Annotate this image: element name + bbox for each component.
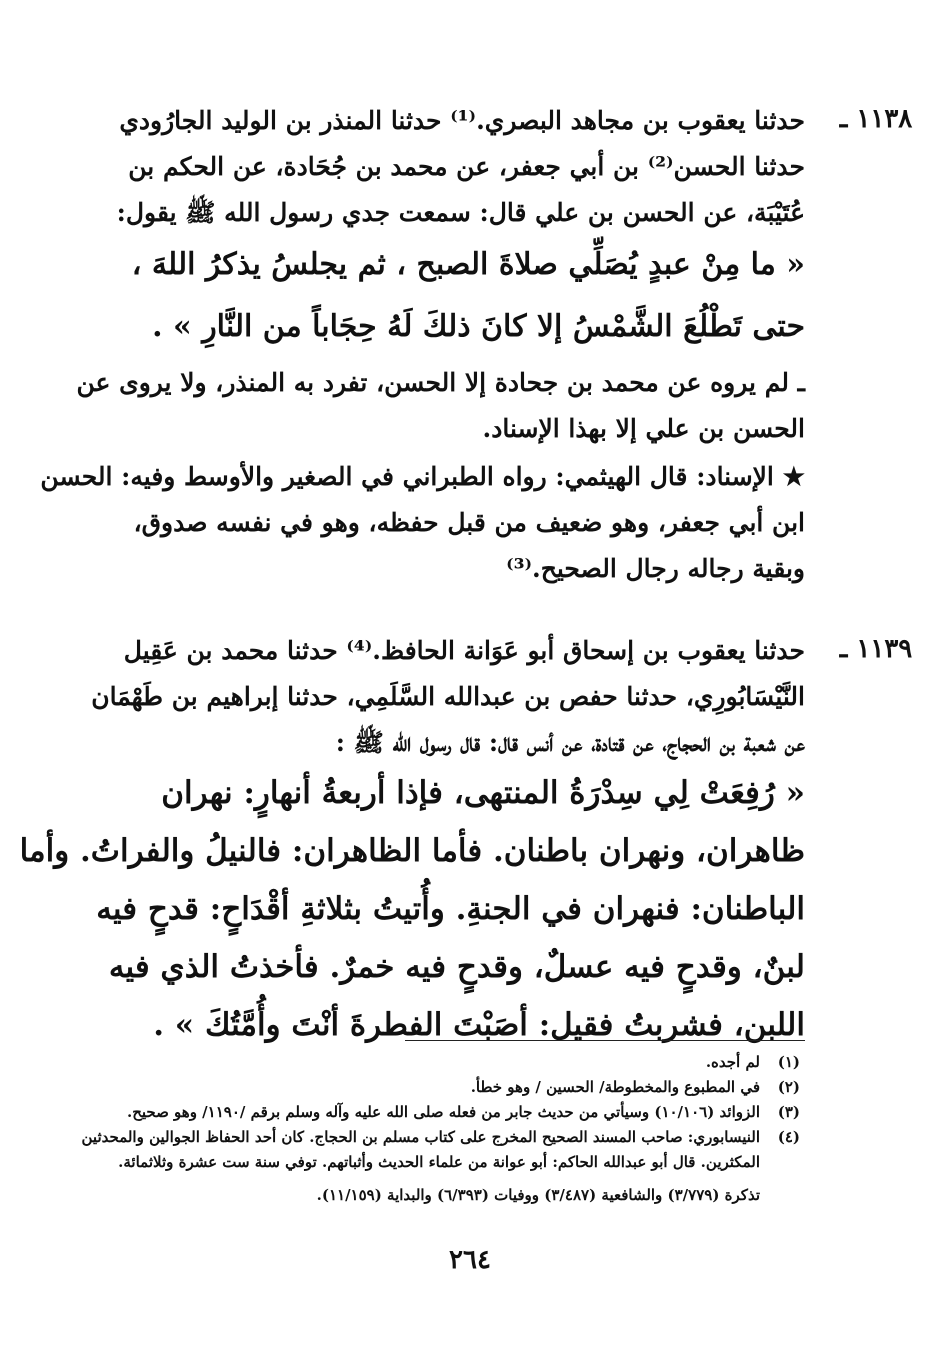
hadith-1139-matn <box>19 764 805 1054</box>
isnad-line: عُتَيْبَة، عن الحسن بن علي قال: سمعت جدي رسول الله ﷺ يقول: <box>116 198 805 227</box>
footnote <box>81 1125 800 1150</box>
hadith-1138-matn <box>52 234 805 358</box>
comment-line: ـ لم يروه عن محمد بن جحادة إلا الحسن، تفرد به المنذر، ولا يروى عن <box>76 368 805 397</box>
footnote-text: الزوائد (١٠/١٠٦) وسيأتي من حديث جابر من فعله صلى الله عليه وآله وسلم برقم /١١٩٠/ وهو صحيح. <box>126 1103 760 1121</box>
footnote-separator <box>405 1040 805 1041</box>
page-number: ٢٦٤ <box>449 1245 491 1275</box>
matn-line: « رُفِعَتْ لِي سِدْرَةُ المنتهى، فإذا أربعةُ أنهارٍ: نهران <box>161 775 805 811</box>
footnote-text: النيسابوري: صاحب المسند الصحيح المخرج على كتاب مسلم بن الحجاج. كان أحد الحفاظ الجوالين والمحدثين <box>81 1128 760 1146</box>
isnad-line: حدثنا يعقوب بن مجاهد البصري.⁽¹⁾ حدثنا المنذر بن الوليد الجارُودي <box>119 106 805 135</box>
grading-line: ابن أبي جعفر، وهو ضعيف من قبل حفظه، وهو في نفسه صدوق، <box>133 508 805 537</box>
footnote <box>126 1100 800 1125</box>
hadith-1138-comment <box>52 360 805 452</box>
footnote-number: (٤) <box>777 1128 800 1146</box>
footnote-text: لم أجده. <box>705 1053 760 1071</box>
matn-line: ظاهران، ونهران باطنان. فأما الظاهران: فالنيلُ والفراتُ. وأما <box>19 833 805 869</box>
footnote <box>145 1075 800 1100</box>
hadith-number-1139: ١١٣٩ ـ <box>839 634 913 664</box>
isnad-line: حدثنا يعقوب بن إسحاق أبو عَوَانة الحافظ.⁽⁴⁾ حدثنا محمد بن عَقِيل <box>123 636 805 665</box>
grading-line: ★ الإسناد: قال الهيثمي: رواه الطبراني في الصغير والأوسط وفيه: الحسن <box>40 462 805 491</box>
matn-line: لبنٌ، وقدحٍ فيه عسلٌ، وقدحٍ فيه خمرٌ. فأخذتُ الذي فيه <box>108 949 805 985</box>
isnad-line: حدثنا الحسن⁽²⁾ بن أبي جعفر، عن محمد بن جُحَادة، عن الحكم بن <box>128 152 805 181</box>
isnad-line: النَّيْسَابُورِي، حدثنا حفص بن عبدالله السَّلَمِي، حدثنا إبراهيم بن طَهْمَان <box>91 682 805 711</box>
matn-line: « ما مِنْ عبدٍ يُصَلِّي صلاةَ الصبح ، ثم يجلسُ يذكرُ اللهَ ، <box>131 247 805 282</box>
matn-line: الباطنان: فنهران في الجنةِ. وأُتيتُ بثلاثةِ أقْدَاحٍ: قدحٍ فيه <box>96 891 805 927</box>
isnad-line: عن شعبة بن الحجاج، عن قتادة، عن أنس قال: قال رسول الله ﷺ : <box>335 728 805 757</box>
hadith-1138-grading <box>40 454 805 592</box>
hadith-1139-isnad <box>52 628 805 766</box>
footnote-number: (٢) <box>777 1078 800 1096</box>
footnote-number: (٣) <box>777 1103 800 1121</box>
matn-line: حتى تَطْلُعَ الشَّمْسُ إلا كانَ ذلكَ لَهُ حِجَاباً من النَّارِ » . <box>152 309 805 344</box>
footnote-text: في المطبوع والمخطوطة/ الحسين / وهو خطأ. <box>470 1078 760 1096</box>
hadith-1138-isnad <box>52 98 805 236</box>
hadith-number-1138: ١١٣٨ ـ <box>839 104 913 134</box>
comment-line: الحسن بن علي إلا بهذا الإسناد. <box>482 414 805 443</box>
footnote <box>145 1050 800 1075</box>
grading-line: وبقية رجاله رجال الصحيح.⁽³⁾ <box>506 554 805 583</box>
footnotes <box>81 1050 800 1208</box>
matn-line: اللبن، فشربتُ فقيل: أصَبْتَ الفطرةَ أنْتَ وأُمَّتُكَ » . <box>153 1007 805 1043</box>
footnote-continuation: المكثرين. قال أبو عبدالله الحاكم: أبو عوانة من علماء الحديث وأثباتهم. توفي سنة ست عشرة وثلاثمائة. <box>118 1153 760 1171</box>
footnote-continuation: تذكرة (٣/٧٧٩) والشافعية (٣/٤٨٧) ووفيات (٦/٣٩٣) والبداية (١١/١٥٩). <box>316 1186 760 1204</box>
footnote-number: (١) <box>777 1053 800 1071</box>
